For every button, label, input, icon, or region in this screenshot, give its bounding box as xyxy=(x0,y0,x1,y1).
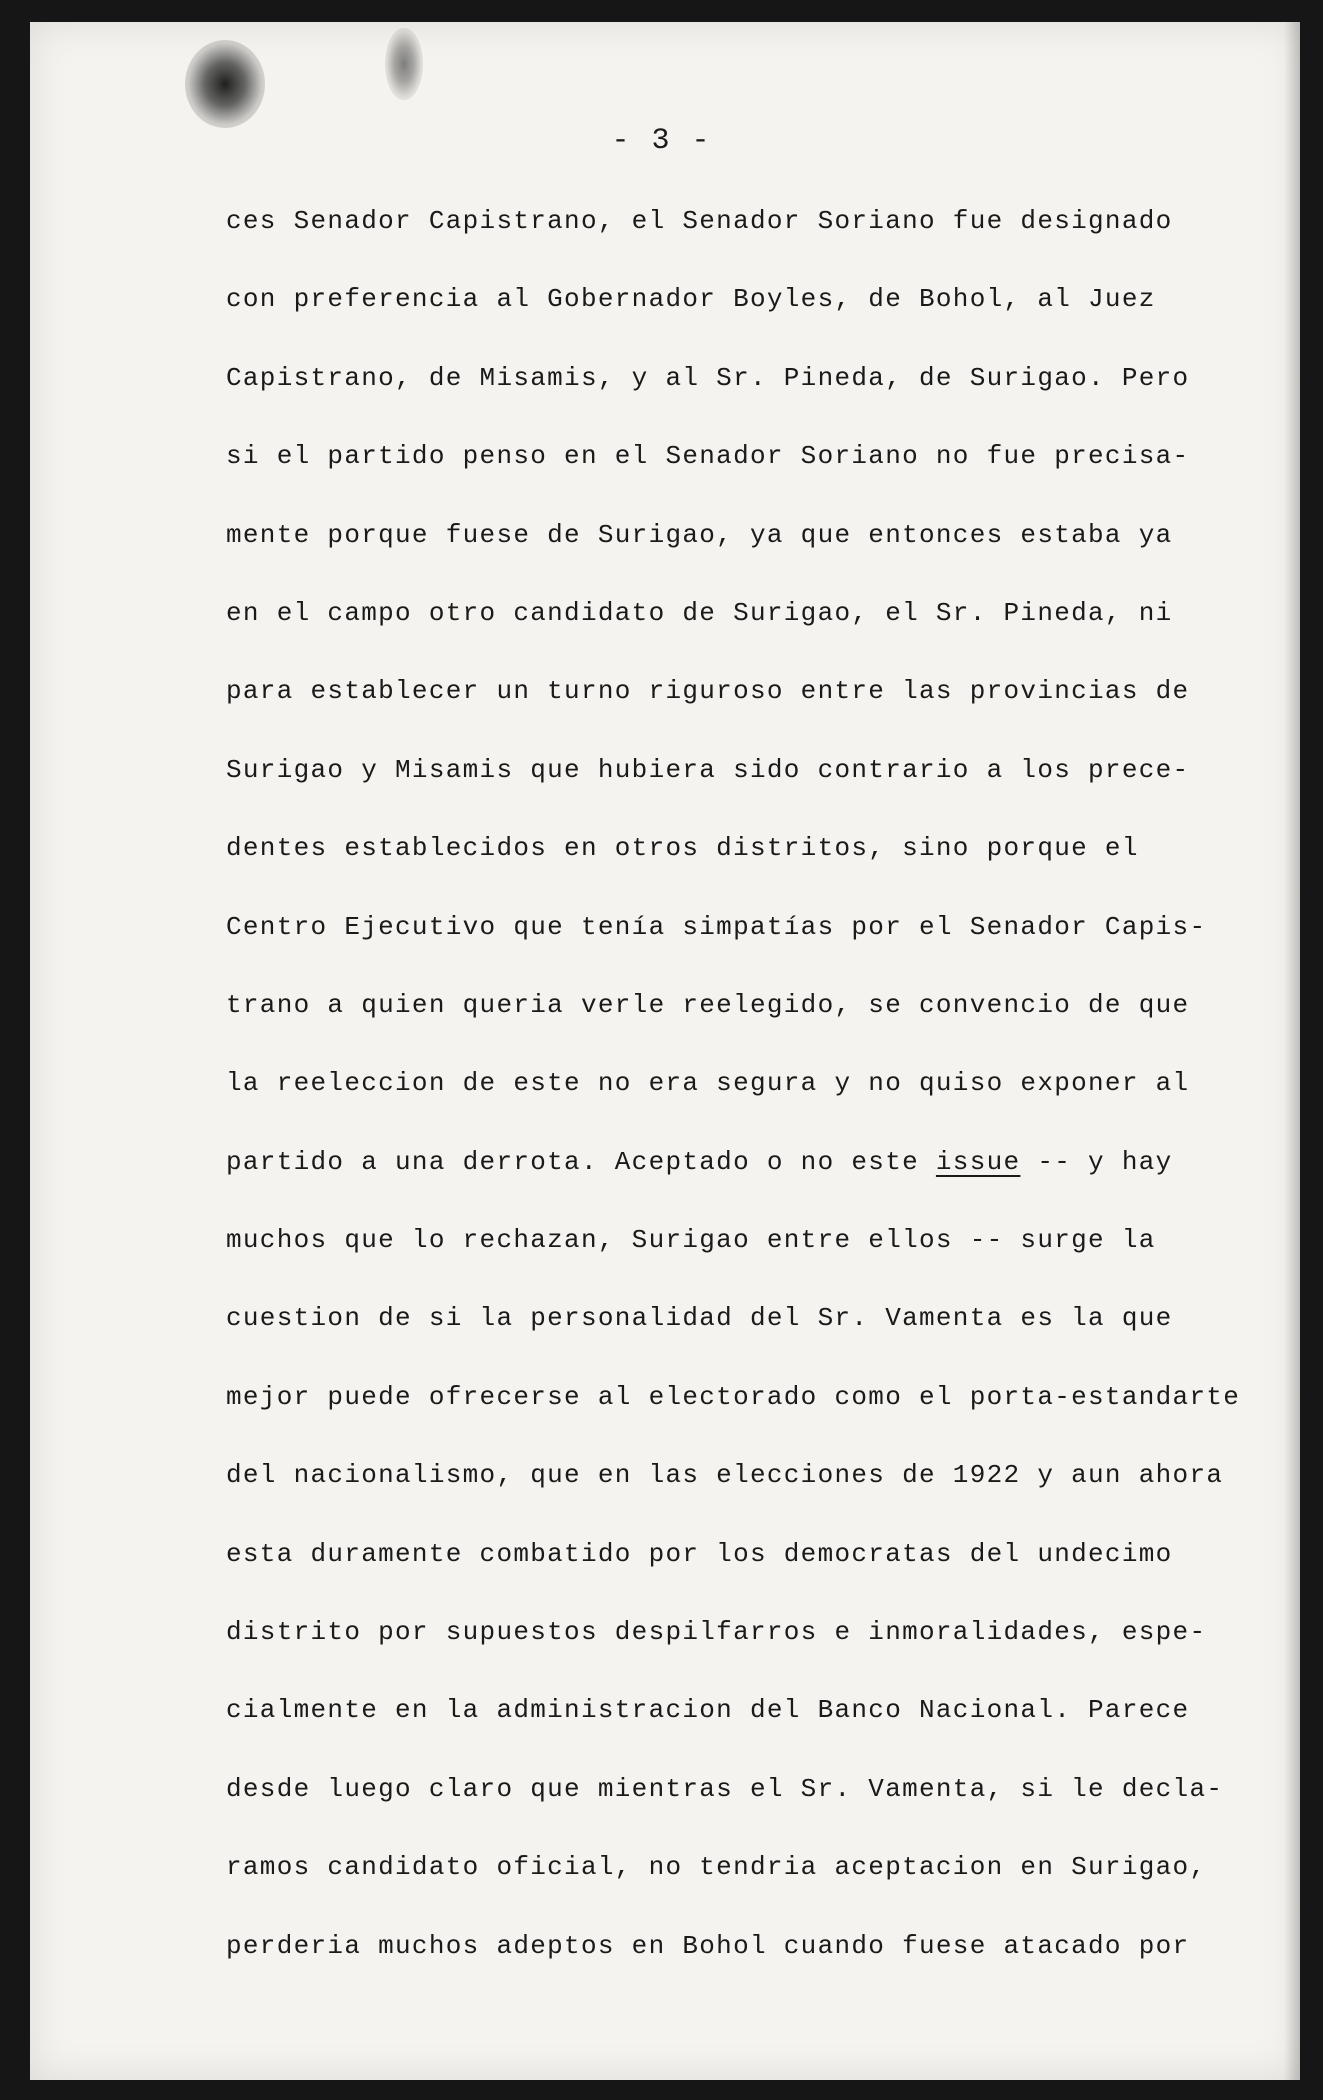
ink-smudge xyxy=(385,28,423,100)
text-line: la reeleccion de este no era segura y no quiso exponer al xyxy=(226,1068,1190,1099)
text-line: dentes establecidos en otros distritos, sino porque el xyxy=(226,833,1139,864)
ink-smudge xyxy=(185,40,265,128)
text-line: cuestion de si la personalidad del Sr. Vamenta es la que xyxy=(226,1303,1173,1334)
text-segment: -- y hay xyxy=(1020,1146,1173,1177)
text-line: Capistrano, de Misamis, y al Sr. Pineda, de Surigao. Pero xyxy=(226,362,1190,393)
text-line xyxy=(226,1137,1186,1215)
text-line: en el campo otro candidato de Surigao, el Sr. Pineda, ni xyxy=(226,597,1173,628)
text-line: mente porque fuese de Surigao, ya que entonces estaba ya xyxy=(226,519,1173,550)
text-line: con preferencia al Gobernador Boyles, de Bohol, al Juez xyxy=(226,284,1156,315)
page-edge-shadow xyxy=(1284,22,1300,2080)
body-text xyxy=(226,196,1241,1999)
text-line: desde luego claro que mientras el Sr. Vamenta, si le decla- xyxy=(226,1773,1224,1804)
text-line: trano a quien queria verle reelegido, se convencio de que xyxy=(226,989,1190,1020)
text-line: Surigao y Misamis que hubiera sido contrario a los prece- xyxy=(226,754,1190,785)
text-line: ces Senador Capistrano, el Senador Soriano fue designado xyxy=(226,206,1173,236)
text-line: perderia muchos adeptos en Bohol cuando fuese atacado por xyxy=(226,1930,1190,1961)
text-line: esta duramente combatido por los democratas del undecimo xyxy=(226,1538,1173,1569)
text-line: mejor puede ofrecerse al electorado como el porta-estandarte xyxy=(226,1381,1241,1412)
text-line: para establecer un turno riguroso entre las provincias de xyxy=(226,676,1190,707)
text-line: del nacionalismo, que en las elecciones de 1922 y aun ahora xyxy=(226,1460,1224,1491)
text-line: si el partido penso en el Senador Soriano no fue precisa- xyxy=(226,441,1190,472)
text-line: muchos que lo rechazan, Surigao entre ellos -- surge la xyxy=(226,1225,1156,1256)
text-line: Centro Ejecutivo que tenía simpatías por el Senador Capis- xyxy=(226,911,1207,942)
page-number: - 3 - xyxy=(611,124,712,158)
text-segment: partido a una derrota. Aceptado o no este xyxy=(226,1146,936,1177)
text-line: ramos candidato oficial, no tendria aceptacion en Surigao, xyxy=(226,1852,1207,1883)
text-line: distrito por supuestos despilfarros e inmoralidades, espe- xyxy=(226,1617,1207,1648)
underlined-word: issue xyxy=(935,1146,1021,1177)
text-line: cialmente en la administracion del Banco Nacional. Parece xyxy=(226,1695,1190,1726)
